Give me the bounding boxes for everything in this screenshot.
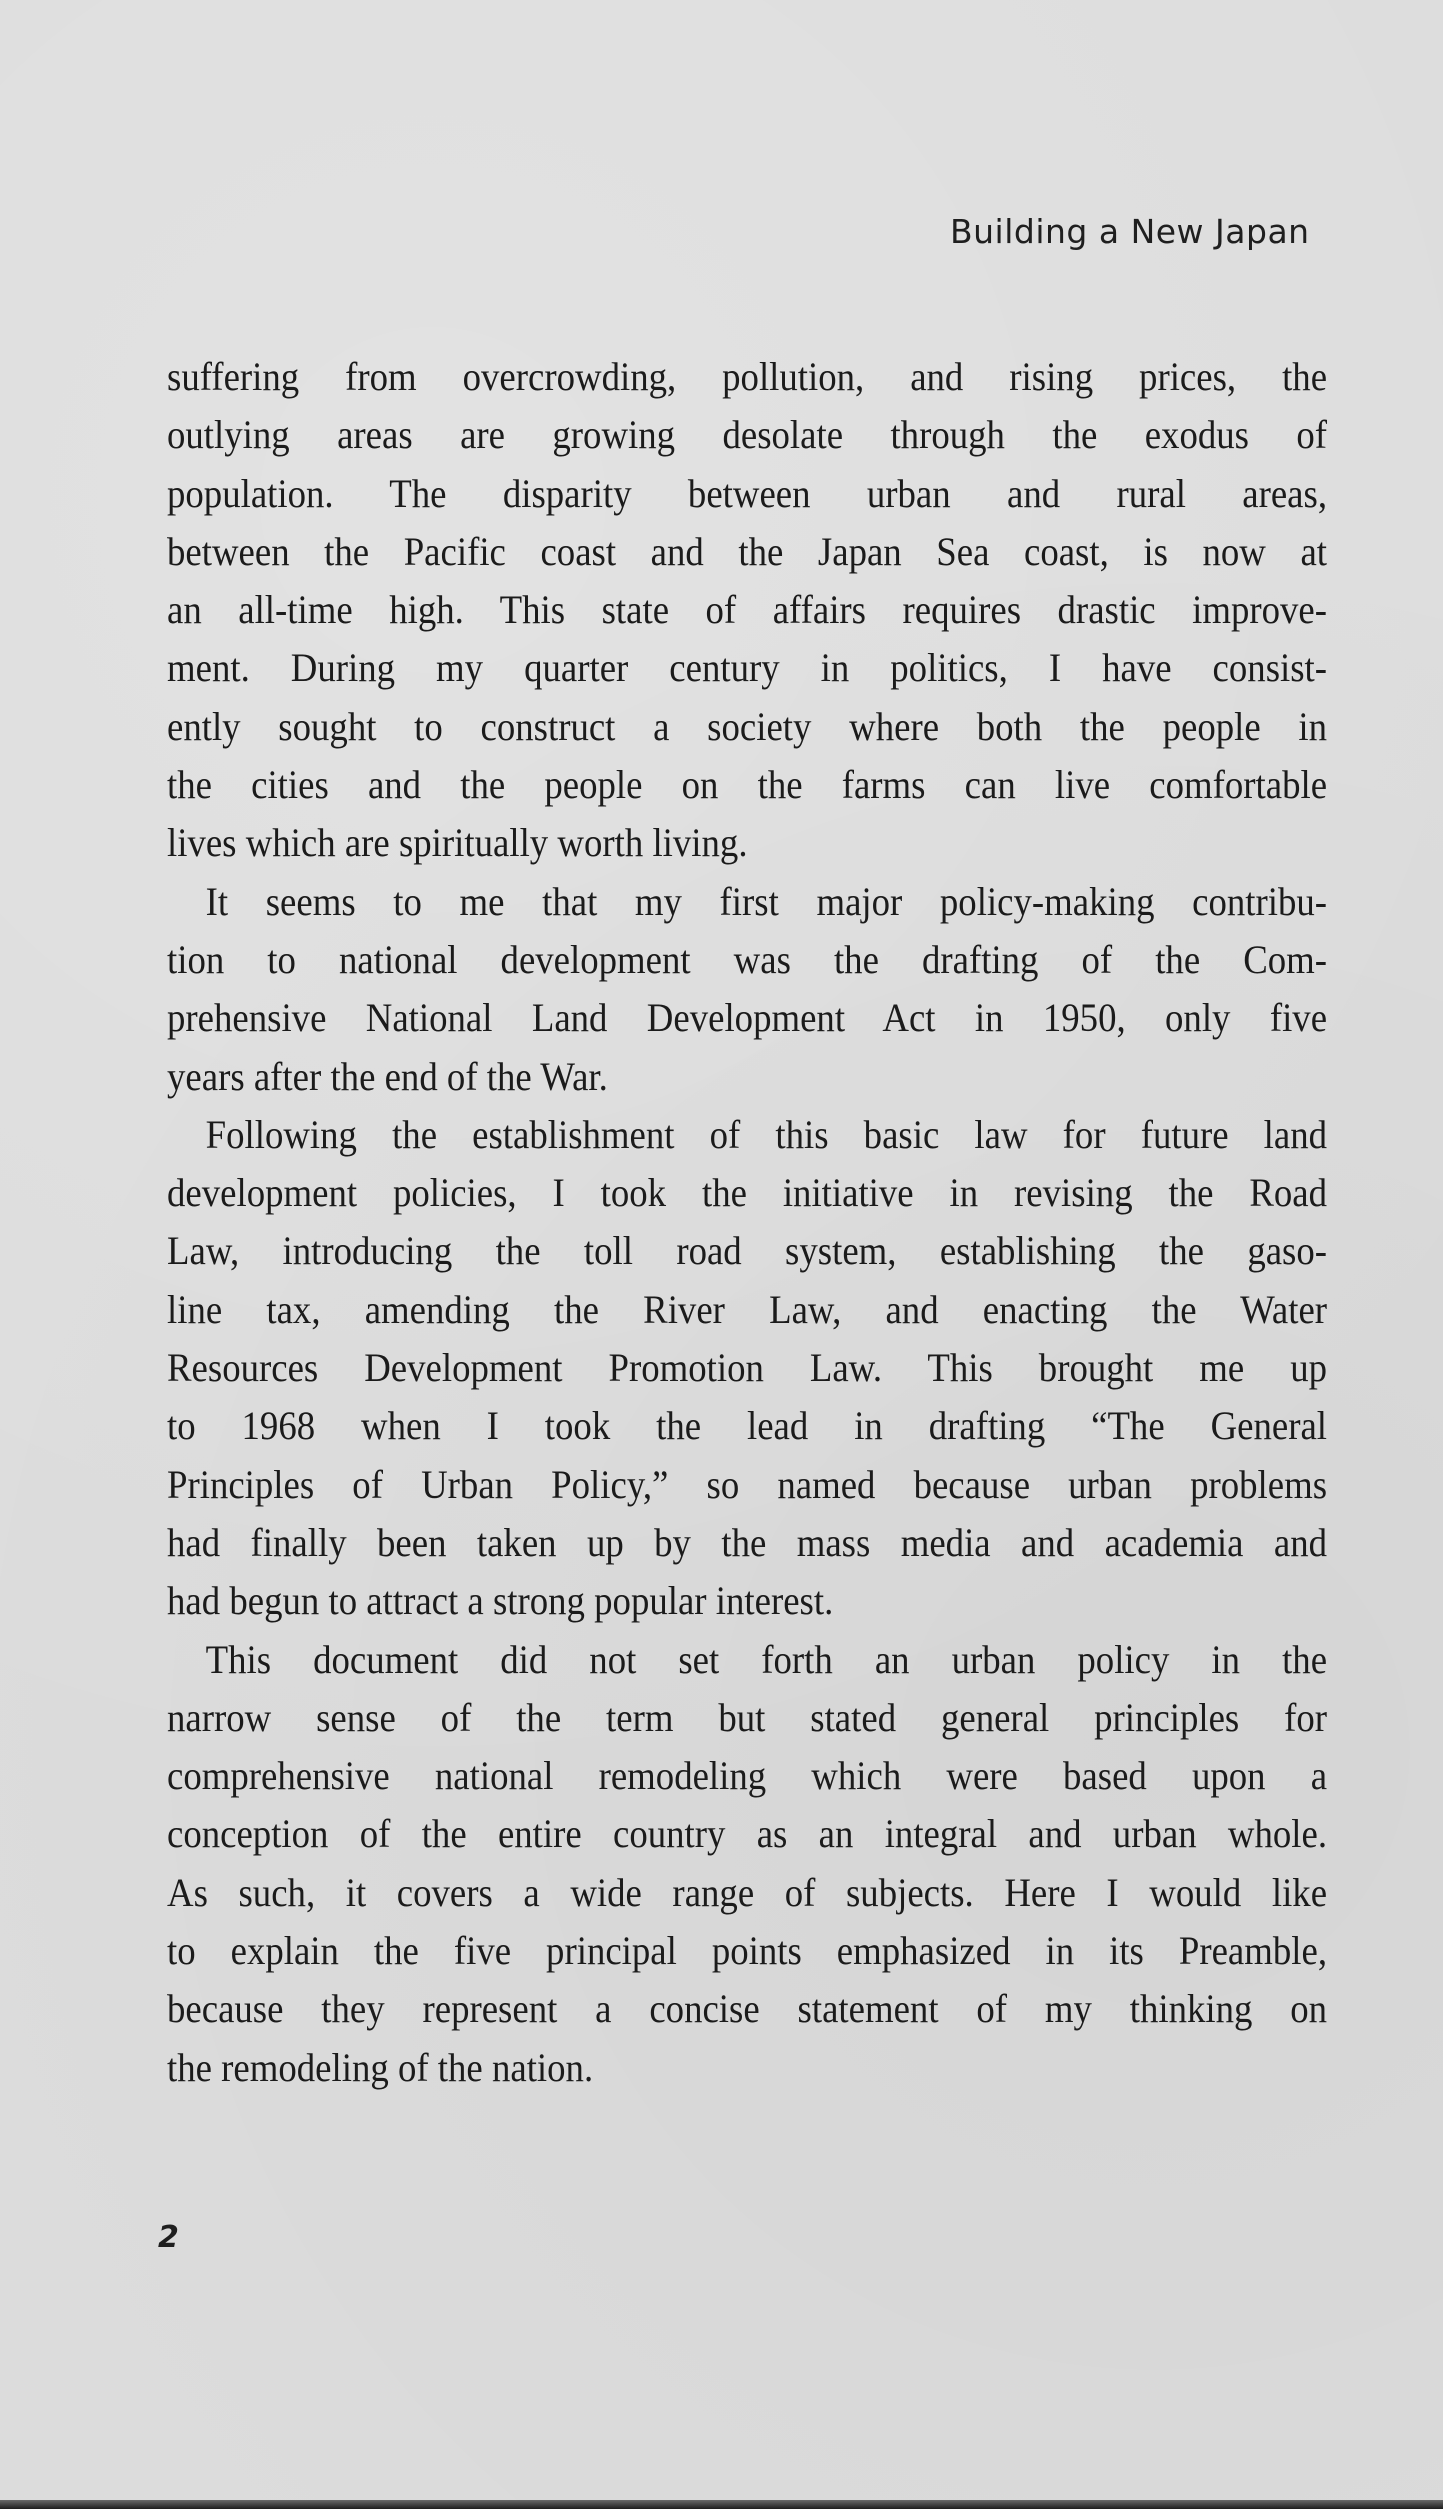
- text-line: the remodeling of the nation.: [167, 2044, 594, 2090]
- running-head: Building a New Japan: [950, 212, 1310, 251]
- text-line: ment. During my quarter century in politics, I have consist-: [167, 645, 1328, 691]
- body-text: [167, 348, 1327, 2097]
- text-line: Principles of Urban Policy,” so named because urban problems: [167, 1461, 1328, 1507]
- text-line: outlying areas are growing desolate through the exodus of: [167, 412, 1328, 458]
- paragraph-2: [167, 873, 1327, 1106]
- text-line: development policies, I took the initiative in revising the Road: [167, 1170, 1328, 1216]
- text-line: Resources Development Promotion Law. This brought me up: [167, 1345, 1328, 1391]
- text-line: to 1968 when I took the lead in drafting “The General: [167, 1403, 1328, 1449]
- text-line: because they represent a concise statement of my thinking on: [167, 1986, 1328, 2032]
- text-line: the cities and the people on the farms can live comfortable: [167, 762, 1328, 808]
- text-line: Law, introducing the toll road system, establishing the gaso-: [167, 1228, 1328, 1274]
- text-line: between the Pacific coast and the Japan Sea coast, is now at: [167, 528, 1328, 574]
- text-line: had finally been taken up by the mass media and academia and: [167, 1519, 1328, 1565]
- text-line: ently sought to construct a society where both the people in: [167, 703, 1328, 749]
- paragraph-1: [167, 348, 1327, 873]
- text-line: As such, it covers a wide range of subjects. Here I would like: [167, 1869, 1328, 1915]
- text-line: tion to national development was the drafting of the Com-: [167, 936, 1328, 982]
- text-line: prehensive National Land Development Act in 1950, only five: [167, 995, 1328, 1041]
- text-line: years after the end of the War.: [167, 1053, 608, 1099]
- text-line: comprehensive national remodeling which were based upon a: [167, 1753, 1328, 1799]
- text-line: It seems to me that my first major policy-making contribu-: [205, 878, 1328, 924]
- text-line: line tax, amending the River Law, and enacting the Water: [167, 1286, 1328, 1332]
- text-line: narrow sense of the term but stated general principles for: [167, 1694, 1328, 1740]
- text-line: to explain the five principal points emphasized in its Preamble,: [167, 1928, 1328, 1974]
- page-number: 2: [158, 2220, 179, 2255]
- text-line: Following the establishment of this basic law for future land: [205, 1111, 1328, 1157]
- page-bottom-edge: [0, 2500, 1443, 2509]
- paragraph-3: [167, 1106, 1327, 1631]
- text-line: lives which are spiritually worth living.: [167, 820, 748, 866]
- text-line: population. The disparity between urban and rural areas,: [167, 470, 1328, 516]
- text-line: an all-time high. This state of affairs requires drastic improve-: [167, 587, 1328, 633]
- text-line: suffering from overcrowding, pollution, and rising prices, the: [167, 354, 1328, 399]
- text-line: conception of the entire country as an integral and urban whole.: [167, 1811, 1328, 1857]
- text-line: had begun to attract a strong popular interest.: [167, 1578, 834, 1624]
- text-line: This document did not set forth an urban policy in the: [205, 1636, 1328, 1682]
- paragraph-4: [167, 1631, 1327, 2097]
